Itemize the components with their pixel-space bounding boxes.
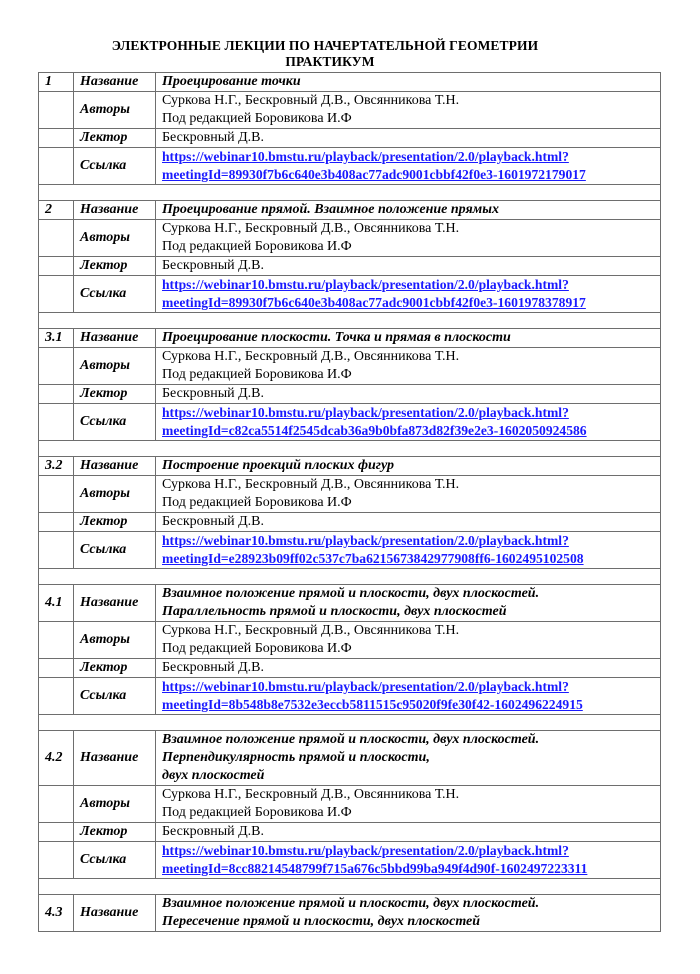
- lecture-playback-link[interactable]: [162, 842, 654, 878]
- empty-cell: [39, 659, 74, 678]
- lecture-title: [156, 201, 661, 220]
- lecture-name-row: [39, 201, 661, 220]
- lecture-lector-row: [39, 513, 661, 532]
- authors-list: Суркова Н.Г., Бескровный Д.В., Овсянникова Т.Н.: [162, 93, 460, 108]
- lecture-number: 3.2: [39, 457, 74, 476]
- label-lector: Лектор: [74, 257, 156, 276]
- lecture-name-row: [39, 585, 661, 622]
- lecture-title: [156, 731, 661, 786]
- authors-list: Суркова Н.Г., Бескровный Д.В., Овсянникова Т.Н.: [162, 349, 460, 364]
- separator-cell: [39, 441, 661, 457]
- empty-cell: [39, 348, 74, 385]
- lectures-table: [38, 72, 661, 932]
- lecture-title-line: Построение проекций плоских фигур: [162, 458, 395, 473]
- lecture-link-row: [39, 842, 661, 879]
- lecture-title-line: Взаимное положение прямой и плоскости, двух плоскостей.: [162, 896, 540, 911]
- empty-cell: [39, 532, 74, 569]
- lecture-link-cell: [156, 148, 661, 185]
- lecture-authors: [156, 786, 661, 823]
- label-lector: Лектор: [74, 823, 156, 842]
- label-lector: Лектор: [74, 513, 156, 532]
- lecture-lector: Бескровный Д.В.: [156, 823, 661, 842]
- label-authors: Авторы: [74, 786, 156, 823]
- lecture-lector: Бескровный Д.В.: [156, 385, 661, 404]
- separator-cell: [39, 185, 661, 201]
- lecture-link-cell: [156, 842, 661, 879]
- lecture-name-row: [39, 457, 661, 476]
- empty-cell: [39, 276, 74, 313]
- lecture-title-line: Взаимное положение прямой и плоскости, двух плоскостей.: [162, 732, 540, 747]
- link-url-part1[interactable]: https://webinar10.bmstu.ru/playback/presentation/2.0/playback.html?: [162, 149, 569, 164]
- empty-cell: [39, 476, 74, 513]
- separator-cell: [39, 879, 661, 895]
- label-lector: Лектор: [74, 129, 156, 148]
- authors-list: Суркова Н.Г., Бескровный Д.В., Овсянникова Т.Н.: [162, 787, 460, 802]
- label-link: Ссылка: [74, 678, 156, 715]
- authors-list: Суркова Н.Г., Бескровный Д.В., Овсянникова Т.Н.: [162, 221, 460, 236]
- lecture-lector: Бескровный Д.В.: [156, 129, 661, 148]
- lecture-number: 3.1: [39, 329, 74, 348]
- authors-list: Суркова Н.Г., Бескровный Д.В., Овсянникова Т.Н.: [162, 623, 460, 638]
- link-url-part2[interactable]: meetingId=89930f7b6c640e3b408ac77adc9001cbbf42f0e3-1601978378917: [162, 295, 586, 310]
- lecture-lector: Бескровный Д.В.: [156, 659, 661, 678]
- label-link: Ссылка: [74, 532, 156, 569]
- document-subtitle: ПРАКТИКУМ: [285, 54, 375, 69]
- lecture-authors: [156, 348, 661, 385]
- lecture-title-line: Параллельность прямой и плоскости, двух плоскостей: [162, 604, 507, 619]
- lecture-title: [156, 895, 661, 932]
- editor-note: Под редакцией Боровикова И.Ф: [162, 641, 352, 656]
- separator-cell: [39, 715, 661, 731]
- lecture-lector: Бескровный Д.В.: [156, 513, 661, 532]
- empty-cell: [39, 823, 74, 842]
- lecture-name-row: [39, 731, 661, 786]
- link-url-part1[interactable]: https://webinar10.bmstu.ru/playback/presentation/2.0/playback.html?: [162, 843, 569, 858]
- lecture-authors: [156, 220, 661, 257]
- section-separator: [39, 185, 661, 201]
- lecture-lector-row: [39, 823, 661, 842]
- section-separator: [39, 715, 661, 731]
- section-separator: [39, 313, 661, 329]
- lecture-title: [156, 585, 661, 622]
- lecture-number: 1: [39, 73, 74, 92]
- lecture-lector-row: [39, 385, 661, 404]
- empty-cell: [39, 148, 74, 185]
- editor-note: Под редакцией Боровикова И.Ф: [162, 805, 352, 820]
- lectures-table-body: [39, 73, 661, 932]
- lecture-name-row: [39, 329, 661, 348]
- lecture-link-row: [39, 276, 661, 313]
- empty-cell: [39, 92, 74, 129]
- label-authors: Авторы: [74, 348, 156, 385]
- lecture-link-cell: [156, 404, 661, 441]
- lecture-authors: [156, 476, 661, 513]
- lecture-number: 4.3: [39, 895, 74, 932]
- link-url-part2[interactable]: meetingId=8b548b8e7532e3eccb5811515c95020f9fe30f42-1602496224915: [162, 697, 583, 712]
- empty-cell: [39, 622, 74, 659]
- editor-note: Под редакцией Боровикова И.Ф: [162, 111, 352, 126]
- lecture-authors-row: [39, 622, 661, 659]
- label-name: Название: [74, 201, 156, 220]
- empty-cell: [39, 513, 74, 532]
- lecture-title: [156, 457, 661, 476]
- empty-cell: [39, 786, 74, 823]
- lecture-authors-row: [39, 220, 661, 257]
- lecture-link-cell: [156, 276, 661, 313]
- separator-cell: [39, 313, 661, 329]
- editor-note: Под редакцией Боровикова И.Ф: [162, 495, 352, 510]
- label-name: Название: [74, 731, 156, 786]
- empty-cell: [39, 220, 74, 257]
- link-url-part2[interactable]: meetingId=89930f7b6c640e3b408ac77adc9001cbbf42f0e3-1601972179017: [162, 167, 586, 182]
- lecture-title-line: Взаимное положение прямой и плоскости, двух плоскостей.: [162, 586, 540, 601]
- label-authors: Авторы: [74, 476, 156, 513]
- lecture-title-line: Проецирование прямой. Взаимное положение прямых: [162, 202, 499, 217]
- lecture-title-line: двух плоскостей: [162, 768, 265, 783]
- lecture-authors-row: [39, 92, 661, 129]
- lecture-name-row: [39, 895, 661, 932]
- separator-cell: [39, 569, 661, 585]
- lecture-authors: [156, 622, 661, 659]
- empty-cell: [39, 257, 74, 276]
- lecture-lector-row: [39, 129, 661, 148]
- label-lector: Лектор: [74, 659, 156, 678]
- editor-note: Под редакцией Боровикова И.Ф: [162, 239, 352, 254]
- section-separator: [39, 879, 661, 895]
- section-separator: [39, 441, 661, 457]
- link-url-part1[interactable]: https://webinar10.bmstu.ru/playback/presentation/2.0/playback.html?: [162, 405, 569, 420]
- lecture-lector-row: [39, 659, 661, 678]
- link-url-part1[interactable]: https://webinar10.bmstu.ru/playback/presentation/2.0/playback.html?: [162, 277, 569, 292]
- lecture-title-line: Пересечение прямой и плоскости, двух плоскостей: [162, 914, 481, 929]
- lecture-playback-link[interactable]: [162, 276, 654, 312]
- lecture-title: [156, 73, 661, 92]
- lecture-number: 4.2: [39, 731, 74, 786]
- label-authors: Авторы: [74, 622, 156, 659]
- empty-cell: [39, 678, 74, 715]
- lecture-lector: Бескровный Д.В.: [156, 257, 661, 276]
- link-url-part2[interactable]: meetingId=c82ca5514f2545dcab36a9b0bfa873d82f39e2e3-1602050924586: [162, 423, 587, 438]
- lecture-authors: [156, 92, 661, 129]
- lecture-title-line: Проецирование плоскости. Точка и прямая в плоскости: [162, 330, 511, 345]
- lecture-link-row: [39, 148, 661, 185]
- label-link: Ссылка: [74, 148, 156, 185]
- document-title: ЭЛЕКТРОННЫЕ ЛЕКЦИИ ПО НАЧЕРТАТЕЛЬНОЙ ГЕОМЕТРИИ: [111, 38, 539, 53]
- label-authors: Авторы: [74, 220, 156, 257]
- label-link: Ссылка: [74, 404, 156, 441]
- link-url-part1[interactable]: https://webinar10.bmstu.ru/playback/presentation/2.0/playback.html?: [162, 533, 569, 548]
- lecture-name-row: [39, 73, 661, 92]
- editor-note: Под редакцией Боровикова И.Ф: [162, 367, 352, 382]
- lecture-lector-row: [39, 257, 661, 276]
- label-name: Название: [74, 329, 156, 348]
- lecture-number: 4.1: [39, 585, 74, 622]
- lecture-authors-row: [39, 348, 661, 385]
- label-name: Название: [74, 73, 156, 92]
- empty-cell: [39, 129, 74, 148]
- link-url-part2[interactable]: meetingId=e28923b09ff02c537c7ba6215673842977908ff6-1602495102508: [162, 551, 584, 566]
- empty-cell: [39, 842, 74, 879]
- section-separator: [39, 569, 661, 585]
- label-lector: Лектор: [74, 385, 156, 404]
- lecture-playback-link[interactable]: [162, 678, 654, 714]
- lecture-title: [156, 329, 661, 348]
- label-name: Название: [74, 457, 156, 476]
- lecture-link-row: [39, 678, 661, 715]
- lecture-playback-link[interactable]: [162, 532, 654, 568]
- label-link: Ссылка: [74, 276, 156, 313]
- lecture-link-cell: [156, 532, 661, 569]
- lecture-link-cell: [156, 678, 661, 715]
- lecture-number: 2: [39, 201, 74, 220]
- lecture-authors-row: [39, 786, 661, 823]
- empty-cell: [39, 404, 74, 441]
- label-name: Название: [74, 895, 156, 932]
- link-url-part2[interactable]: meetingId=8cc88214548799f715a676c5bbd99ba949f4d90f-1602497223311: [162, 861, 588, 876]
- link-url-part1[interactable]: https://webinar10.bmstu.ru/playback/presentation/2.0/playback.html?: [162, 679, 569, 694]
- lecture-playback-link[interactable]: [162, 404, 654, 440]
- lecture-playback-link[interactable]: [162, 148, 654, 184]
- lecture-authors-row: [39, 476, 661, 513]
- authors-list: Суркова Н.Г., Бескровный Д.В., Овсянникова Т.Н.: [162, 477, 460, 492]
- label-link: Ссылка: [74, 842, 156, 879]
- lecture-link-row: [39, 404, 661, 441]
- label-name: Название: [74, 585, 156, 622]
- lecture-title-line: Проецирование точки: [162, 74, 301, 89]
- lecture-link-row: [39, 532, 661, 569]
- empty-cell: [39, 385, 74, 404]
- lecture-title-line: Перпендикулярность прямой и плоскости,: [162, 750, 430, 765]
- label-authors: Авторы: [74, 92, 156, 129]
